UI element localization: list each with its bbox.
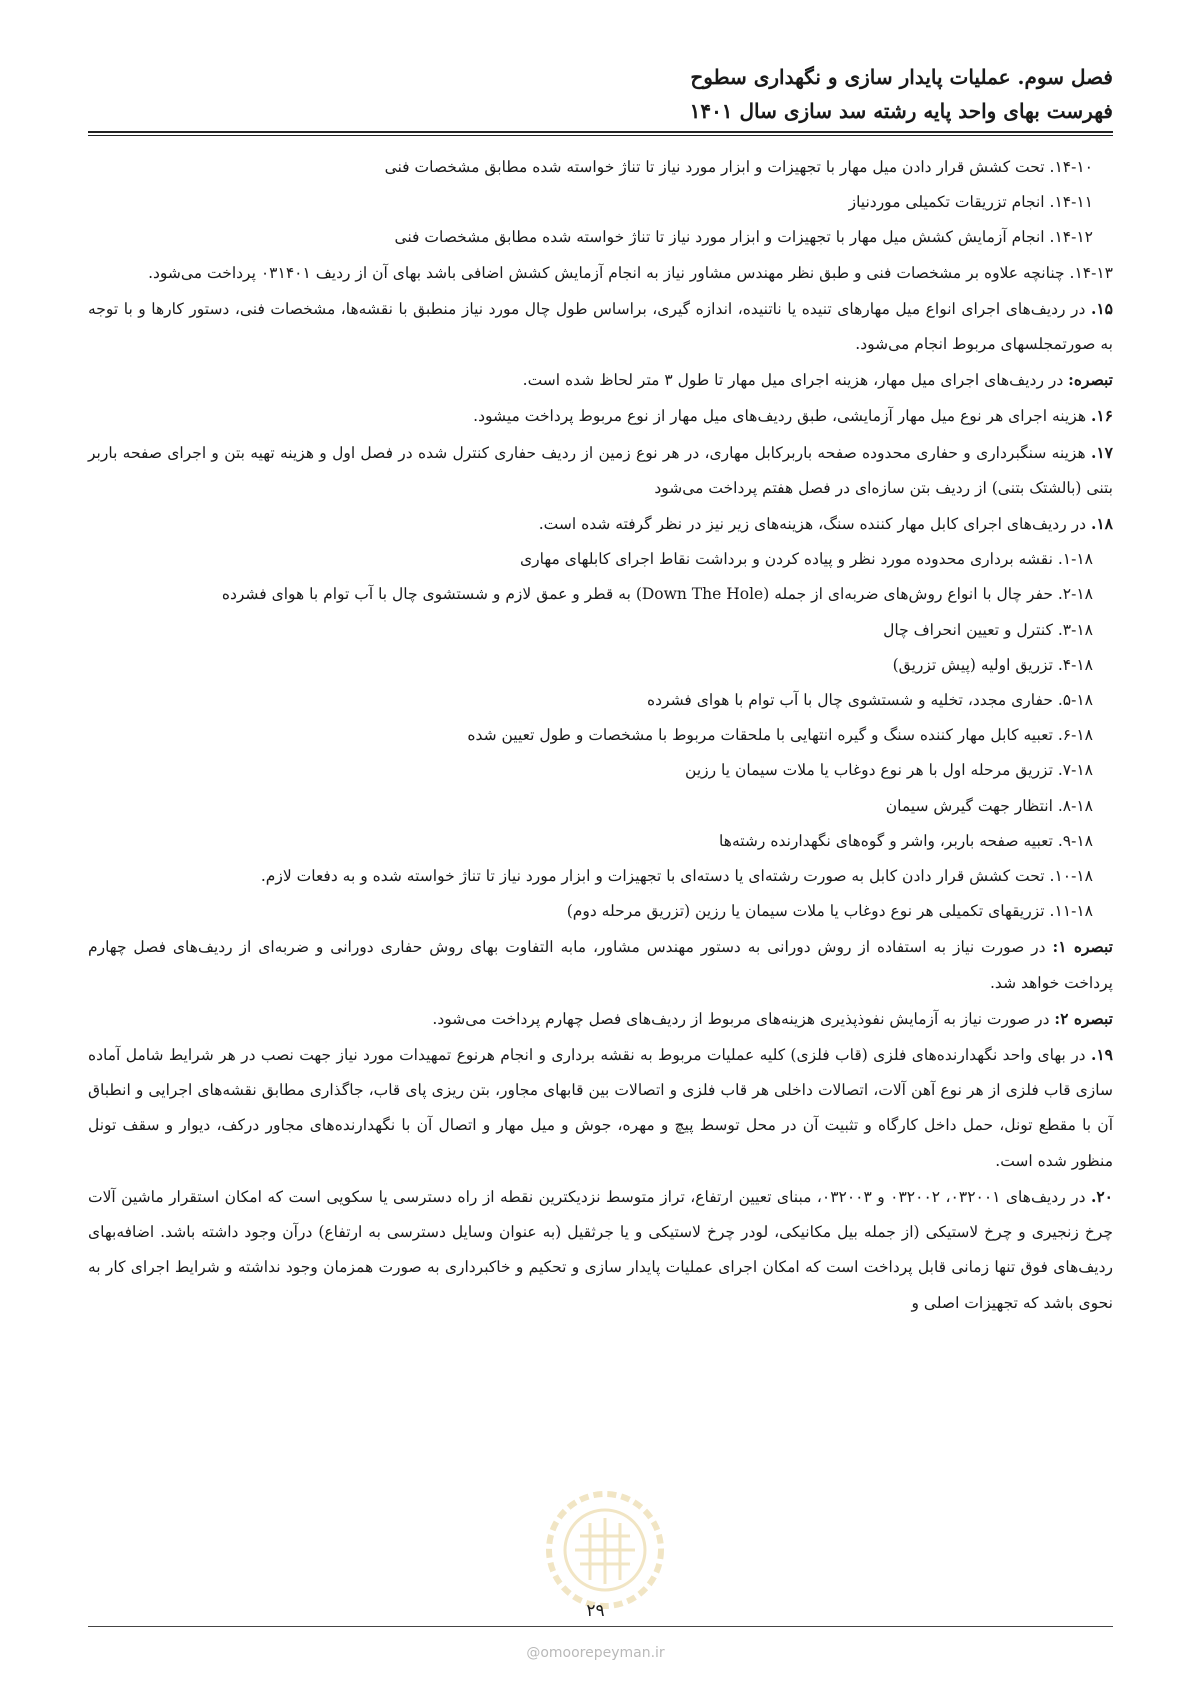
header-rule-thin bbox=[88, 135, 1113, 136]
footer-rule bbox=[88, 1626, 1113, 1627]
clause-18-3: ۳-۱۸. کنترل و تعیین انحراف چال bbox=[883, 620, 1093, 639]
clause-18-2: ۲-۱۸. حفر چال با انواع روش‌های ضربه‌ای از جمله (Down The Hole) به قطر و عمق لازم و شستشوی چال با آب توام با هوای فشرده bbox=[221, 585, 1093, 604]
clause-18-4: ۴-۱۸. تزریق اولیه (پیش تزریق) bbox=[892, 655, 1093, 674]
note-15: تبصره: در ردیف‌های اجرای میل مهار، هزینه اجرای میل مهار تا طول ۳ متر لحاظ شده است. bbox=[522, 370, 1113, 390]
clause-18-5: ۵-۱۸. حفاری مجدد، تخلیه و شستشوی چال با آب توام با هوای فشرده bbox=[647, 691, 1093, 710]
header-rule-thick bbox=[88, 131, 1113, 133]
clause-14-10: ۱۴-۱۰. تحت کشش قرار دادن میل مهار با تجهیزات و ابزار مورد نیاز تا تناژ خواسته شده مطابق مشخصات فنی bbox=[384, 158, 1093, 176]
clause-18-1: ۱-۱۸. نقشه برداری محدوده مورد نظر و پیاده کردن و برداشت نقاط اجرای کابلهای مهاری bbox=[520, 550, 1093, 569]
clause-19: ۱۹. در بهای واحد نگهدارنده‌های فلزی (قاب فلزی) کلیه عملیات مربوط به نقشه برداری و انجام هرنوع تمهیدات مورد نیاز جهت نصب در هر شرایط شامل آماده سازی قاب فلزی از هر نوع آهن آلات، اتصالات داخلی هر قاب فلزی و اتصالات بین قابهای مجاور، بتن ریزی پای قاب، جاگذاری مطابق نقشه‌های اجرایی و انطباق آن با مقطع تونل، حمل داخل کارگاه و تثبیت آن در محل توسط پیچ و مهره، جوش و میل مهار و اتصال آن با نگهدارنده‌های مجاور درکف، دیوار و سقف تونل منظور شده است. bbox=[88, 1045, 1113, 1170]
price-list-title: فهرست بهای واحد پایه رشته سد سازی سال ۱۴۰۱ bbox=[689, 99, 1113, 123]
clause-20: ۲۰. در ردیف‌های ۰۳۲۰۰۱، ۰۳۲۰۰۲ و ۰۳۲۰۰۳، مبنای تعیین ارتفاع، تراز متوسط نزدیکترین نقطه از راه دسترسی یا سکویی است که امکان استقرار ماشین آلات چرخ زنجیری و چرخ لاستیکی (از جمله بیل مکانیکی، لودر چرخ لاستیکی و یا جرثقیل (به عنوان وسایل دسترسی به ارتفاع) درآن وجود داشته باشد. اضافه‌بهای ردیف‌های فوق تنها زمانی قابل پرداخت است که امکان اجرای عملیات پایدار سازی و تحکیم و خاکبرداری به صورت همزمان وجود نداشته و شرایط اجرای کار به نحوی باشد که تجهیزات اصلی و bbox=[88, 1186, 1113, 1312]
clause-18-10: ۱۰-۱۸. تحت کشش قرار دادن کابل به صورت رشته‌ای یا دسته‌ای با تجهیزات و ابزار مورد نیاز تا تناژ خواسته شده و به دفعات لازم. bbox=[260, 867, 1093, 886]
clause-18-11: ۱۱-۱۸. تزریقهای تکمیلی هر نوع دوغاب یا ملات سیمان یا رزین (تزریق مرحله دوم) bbox=[566, 902, 1093, 921]
page-number: ۲۹ bbox=[586, 1601, 605, 1621]
clause-17: ۱۷. هزینه سنگبرداری و حفاری محدوده صفحه باربرکابل مهاری، در هر نوع زمین از ردیف حفاری کنترل شده در فصل اول و هزینه تهیه بتن و اجرای صفحه باربر بتنی (بالشتک بتنی) از ردیف بتن سازه‌ای در فصل هفتم پرداخت می‌شود bbox=[88, 442, 1113, 497]
clause-18-9: ۹-۱۸. تعبیه صفحه باربر، واشر و گوه‌های نگهدارنده رشته‌ها bbox=[719, 831, 1093, 850]
clause-18-8: ۸-۱۸. انتظار جهت گیرش سیمان bbox=[885, 796, 1093, 815]
clause-14-13: ۱۴-۱۳. چنانچه علاوه بر مشخصات فنی و طبق نظر مهندس مشاور نیاز به انجام آزمایش کشش اضافی باشد بهای آن از ردیف ۰۳۱۴۰۱ پرداخت می‌شود. bbox=[148, 263, 1113, 282]
note-2: تبصره ۲: در صورت نیاز به آزمایش نفوذپذیری هزینه‌های مربوط از ردیف‌های فصل چهارم پرداخت می‌شود. bbox=[432, 1008, 1113, 1028]
clause-18-7: ۷-۱۸. تزریق مرحله اول با هر نوع دوغاب یا ملات سیمان یا رزین bbox=[685, 761, 1093, 780]
watermark-text: @omoorepeyman.ir bbox=[526, 1645, 665, 1661]
page-header bbox=[93, 60, 1113, 128]
watermark-logo bbox=[535, 1488, 675, 1618]
chapter-title: فصل سوم. عملیات پایدار سازی و نگهداری سطوح bbox=[690, 65, 1113, 89]
clause-16: ۱۶. هزینه اجرای هر نوع میل مهار آزمایشی، طبق ردیف‌های میل مهار از نوع مربوط پرداخت میشود. bbox=[473, 406, 1113, 426]
clause-18: ۱۸. در ردیف‌های اجرای کابل مهار کننده سنگ، هزینه‌های زیر نیز در نظر گرفته شده است. bbox=[538, 514, 1113, 534]
clause-14-11: ۱۴-۱۱. انجام تزریقات تکمیلی موردنیاز bbox=[848, 193, 1093, 212]
note-1: تبصره ۱: در صورت نیاز به استفاده از روش دورانی به دستور مهندس مشاور، مابه التفاوت بهای روش حفاری دورانی و ضربه‌ای از ردیف‌های فصل چهارم پرداخت خواهد شد. bbox=[88, 937, 1113, 992]
clause-18-6: ۶-۱۸. تعبیه کابل مهار کننده سنگ و گیره انتهایی با ملحقات مربوط با مشخصات و طول تعیین شده bbox=[467, 726, 1093, 745]
clause-15: ۱۵. در ردیف‌های اجرای انواع میل مهارهای تنیده یا ناتنیده، اندازه گیری، براساس طول چال مورد نیاز منطبق با نقشه‌ها، مشخصات فنی، دستور کارها و با توجه به صورتمجلسهای مربوط انجام می‌شود. bbox=[88, 298, 1113, 354]
document-body bbox=[88, 150, 1113, 1321]
clause-14-12: ۱۴-۱۲. انجام آزمایش کشش میل مهار با تجهیزات و ابزار مورد نیاز تا تناژ خواسته شده مطابق مشخصات فنی bbox=[394, 228, 1093, 247]
